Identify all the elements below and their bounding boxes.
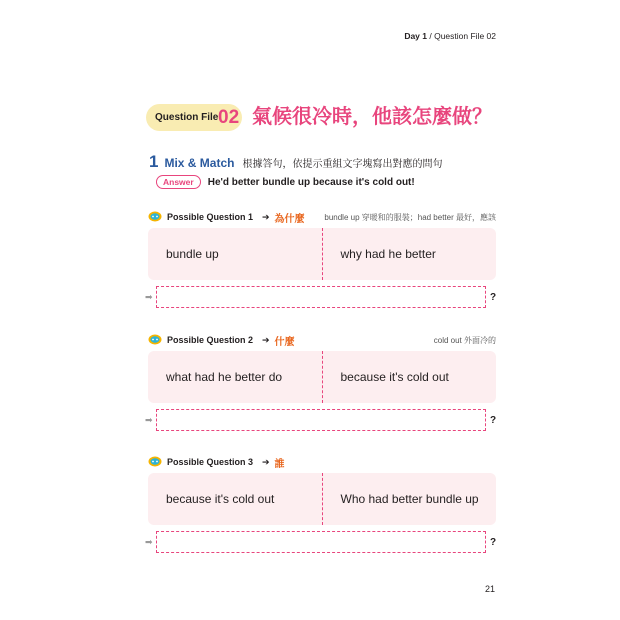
- question-1-label: Possible Question 1: [167, 212, 254, 222]
- section-heading: [149, 152, 442, 172]
- question-3-chunks: [148, 473, 496, 525]
- question-3-label: Possible Question 3: [167, 457, 254, 467]
- speech-bubble-icon: [148, 456, 162, 468]
- word-chunk[interactable]: what had he better do: [166, 370, 283, 384]
- question-file-title: 氣候很冷時，他該怎麼做？: [252, 106, 492, 128]
- question-1-header: [148, 210, 496, 224]
- speech-bubble-icon: [148, 211, 162, 223]
- question-mark: ?: [490, 292, 497, 303]
- question-1-wh-hint: 為什麼: [274, 213, 305, 225]
- header-day: Day 1: [404, 31, 427, 41]
- answer-arrow-icon: ➡: [145, 537, 153, 547]
- question-3-arrow: ➔: [262, 456, 270, 467]
- question-mark: ?: [490, 537, 497, 548]
- question-1-answer-field[interactable]: [156, 286, 486, 308]
- speech-bubble-icon: [148, 334, 162, 346]
- word-chunk[interactable]: because it's cold out: [322, 351, 497, 403]
- question-1-arrow: ➔: [262, 211, 270, 222]
- header-file: Question File 02: [434, 31, 496, 41]
- answer-arrow-icon: ➡: [145, 415, 153, 425]
- answer-text: He'd better bundle up because it's cold out!: [207, 176, 415, 188]
- word-chunk[interactable]: Who had better bundle up: [322, 473, 497, 525]
- section-instruction: 根據答句，依提示重組文字塊寫出對應的問句: [242, 159, 443, 170]
- question-2-arrow: ➔: [262, 334, 270, 345]
- question-2-label: Possible Question 2: [167, 335, 254, 345]
- word-chunk[interactable]: bundle up: [166, 247, 219, 261]
- question-1-gloss: bundle up 穿暖和的服裝；had better 最好，應該: [324, 212, 496, 222]
- word-chunk[interactable]: because it's cold out: [166, 492, 275, 506]
- section-number: 1: [149, 152, 159, 171]
- question-3-answer-field[interactable]: [156, 531, 486, 553]
- header-separator: /: [427, 31, 435, 41]
- answer-row: [156, 175, 415, 189]
- question-2-gloss: cold out 外面冷的: [433, 335, 496, 345]
- question-2-answer-field[interactable]: [156, 409, 486, 431]
- word-chunk[interactable]: why had he better: [322, 228, 497, 280]
- question-3-wh-hint: 誰: [274, 458, 285, 470]
- question-1-chunks: [148, 228, 496, 280]
- question-file-label: Question File: [155, 112, 219, 123]
- question-file-number: 02: [218, 107, 240, 128]
- question-2-header: [148, 333, 496, 347]
- question-3-header: [148, 455, 496, 469]
- page-header: [404, 31, 496, 41]
- answer-badge: Answer: [156, 175, 201, 189]
- question-2-chunks: [148, 351, 496, 403]
- section-title: Mix & Match: [164, 156, 235, 170]
- question-mark: ?: [490, 415, 497, 426]
- page-number: 21: [485, 584, 496, 594]
- answer-arrow-icon: ➡: [145, 292, 153, 302]
- question-2-wh-hint: 什麼: [274, 336, 295, 348]
